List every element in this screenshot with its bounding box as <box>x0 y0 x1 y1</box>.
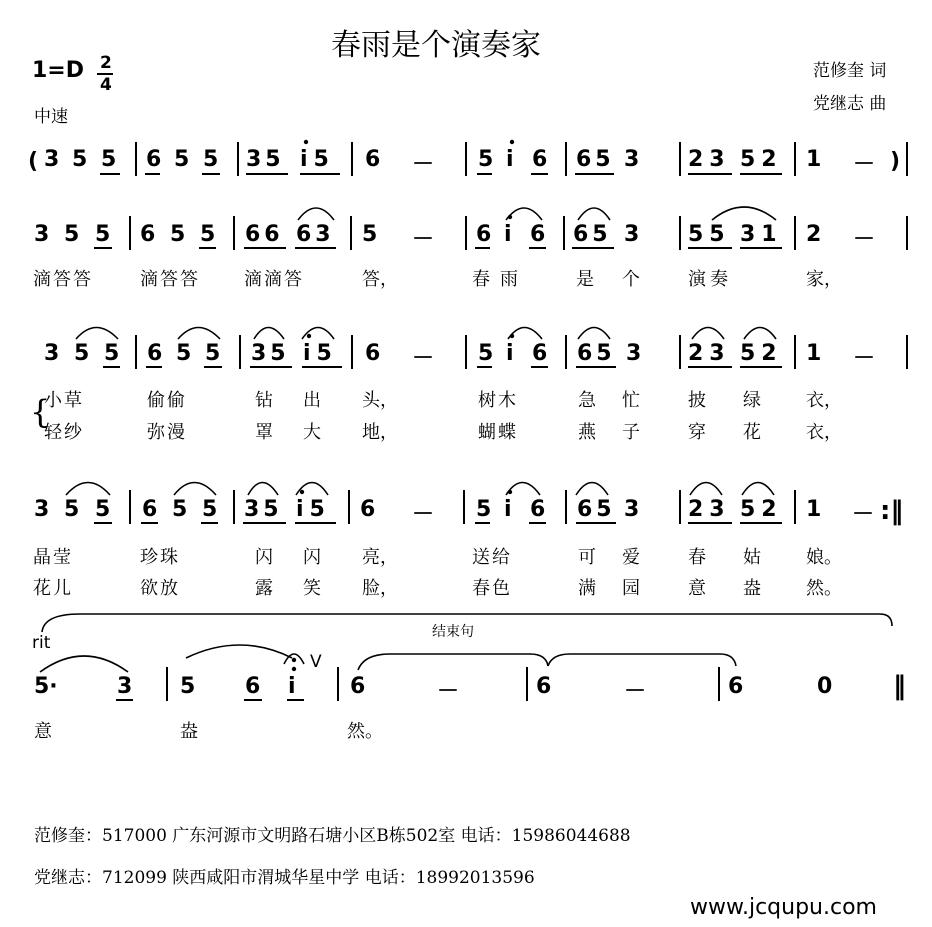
lyric: 园 <box>622 578 640 599</box>
final-barline: ‖ <box>893 671 906 701</box>
note: 3 <box>44 341 60 366</box>
note: 3 <box>44 147 60 172</box>
lyric: 偷偷 <box>147 390 187 411</box>
lyric: 欲放 <box>140 578 180 599</box>
note: 35 <box>246 147 285 172</box>
lyric: 衣， <box>806 390 842 411</box>
slur <box>690 483 722 496</box>
note: 6 <box>140 222 156 247</box>
verse-brace: { <box>30 393 51 431</box>
lyric: 家， <box>806 269 842 290</box>
lyric: 姑 <box>743 547 761 568</box>
lyric: 披 <box>688 390 706 411</box>
note: 52 <box>740 341 783 366</box>
note: 65 <box>577 341 616 366</box>
note: 3 <box>624 222 640 247</box>
note: 31 <box>740 222 783 247</box>
note: 2 <box>806 222 822 247</box>
lyric: 然。 <box>806 578 842 599</box>
lyric: 滴答答 <box>33 269 93 290</box>
note: 6 <box>530 497 546 522</box>
note: i5 <box>303 341 338 366</box>
slur <box>174 483 216 496</box>
note: 3 <box>624 497 640 522</box>
note: － <box>412 346 435 371</box>
lyric: 闪 <box>255 547 273 568</box>
lyric: 娘。 <box>806 547 842 568</box>
note: 6 <box>360 497 376 522</box>
note: － <box>412 227 435 252</box>
lyric: 然。 <box>347 721 383 742</box>
lyric: 晶莹 <box>33 547 73 568</box>
note: 3 <box>34 497 50 522</box>
song-title: 春雨是个演奏家 <box>331 28 541 63</box>
note: 6 <box>245 674 261 699</box>
lyric: 头， <box>362 390 398 411</box>
time-signature-top: 2 <box>100 53 112 73</box>
lyric: 满 <box>578 578 596 599</box>
lyric: 罩 <box>255 422 273 443</box>
lyric: 是 <box>576 269 594 290</box>
slur <box>302 328 334 340</box>
note: 23 <box>688 341 731 366</box>
note: i <box>506 341 514 366</box>
time-signature-bottom: 4 <box>100 75 112 95</box>
note: 23 <box>688 147 731 172</box>
lyric: 珍珠 <box>140 547 180 568</box>
ending-phrase-bracket <box>42 614 892 632</box>
lyricist-credit: 范修奎 词 <box>813 61 887 81</box>
note: － <box>853 227 876 252</box>
ending-label: 结束句 <box>432 624 474 640</box>
rit-marking: rit <box>32 633 51 653</box>
note: 5 <box>64 497 80 522</box>
octave-dot <box>508 490 512 494</box>
note: 5 <box>72 147 88 172</box>
note: 6 <box>530 222 546 247</box>
lyric: 春雨 <box>472 269 528 290</box>
composer-credit: 党继志 曲 <box>813 94 887 114</box>
note: 6 <box>476 222 492 247</box>
lyric: 穿 <box>688 422 706 443</box>
lyric: 盎 <box>743 578 761 599</box>
note: i5 <box>300 147 335 172</box>
note: － <box>624 679 647 704</box>
slur <box>76 328 118 340</box>
lyric: 衣， <box>806 422 842 443</box>
note: 6 <box>146 147 162 172</box>
note: 5 <box>95 222 111 247</box>
note: 3 <box>624 147 640 172</box>
note: － <box>852 502 875 527</box>
octave-dot <box>510 334 514 338</box>
note: 6 <box>365 147 381 172</box>
repeat-end-sign: :‖ <box>880 496 904 526</box>
composer-contact: 党继志：712099 陕西咸阳市渭城华星中学 电话：18992013596 <box>34 868 535 888</box>
note: 5 <box>362 222 378 247</box>
note: 5 <box>180 674 196 699</box>
note: 6 <box>365 341 381 366</box>
slur <box>254 328 284 340</box>
slur <box>692 328 724 340</box>
octave-dot <box>300 490 304 494</box>
note: 6 <box>147 341 163 366</box>
octave-dot <box>304 140 308 144</box>
lyric: 轻纱 <box>44 422 84 443</box>
lyric: 滴滴答 <box>244 269 304 290</box>
lyricist-contact: 范修奎：517000 广东河源市文明路石塘小区B栋502室 电话：15986044688 <box>34 826 631 846</box>
lyric: 蝴蝶 <box>478 422 518 443</box>
lyric: 绿 <box>743 390 761 411</box>
note: 5 <box>176 341 192 366</box>
lyric: 出 <box>303 390 321 411</box>
lyric: 花儿 <box>33 578 73 599</box>
slur <box>186 645 292 658</box>
lyric: 笑 <box>303 578 321 599</box>
note: 5 <box>95 497 111 522</box>
octave-dot <box>508 215 512 219</box>
intro-close-paren: ) <box>890 149 901 174</box>
note: 1 <box>806 147 822 172</box>
note: 23 <box>688 497 731 522</box>
note: 35 <box>244 497 283 522</box>
note: － <box>853 346 876 371</box>
lyric: 露 <box>255 578 273 599</box>
note: － <box>437 679 460 704</box>
lyric: 答， <box>362 269 398 290</box>
lyric: 地， <box>362 422 398 443</box>
lyric: 亮， <box>362 547 398 568</box>
note: 6 <box>142 497 158 522</box>
key-signature: 1=D <box>32 58 85 83</box>
note: 6 <box>728 674 744 699</box>
lyric: 意 <box>34 721 52 742</box>
note: 5 <box>174 147 190 172</box>
note: 65 <box>577 497 616 522</box>
lyric: 滴答答 <box>140 269 200 290</box>
slur <box>178 328 220 340</box>
note: 66 <box>245 222 284 247</box>
note: i <box>504 222 512 247</box>
note: 63 <box>296 222 335 247</box>
website-watermark: www.jcqupu.com <box>690 895 877 920</box>
lyric: 送给 <box>472 547 512 568</box>
note: 5 <box>64 222 80 247</box>
note: i <box>288 674 296 699</box>
note: i <box>504 497 512 522</box>
lyric: 演奏 <box>688 269 732 290</box>
note: 52 <box>740 147 783 172</box>
slur <box>40 656 128 672</box>
note: 3 <box>626 341 642 366</box>
note: 5 <box>478 341 494 366</box>
lyric: 树木 <box>478 390 518 411</box>
note: i5 <box>296 497 331 522</box>
note: 5 <box>205 341 221 366</box>
lyric: 弥漫 <box>147 422 187 443</box>
lyric: 个 <box>622 269 640 290</box>
note: 5 <box>101 147 117 172</box>
note: 55 <box>688 222 731 247</box>
note: 5 <box>74 341 90 366</box>
lyric: 闪 <box>303 547 321 568</box>
note: 5 <box>478 147 494 172</box>
note: 6 <box>350 674 366 699</box>
slur <box>578 208 610 220</box>
octave-dot <box>307 334 311 338</box>
note: 6 <box>532 341 548 366</box>
lyric: 爱 <box>622 547 640 568</box>
note: 65 <box>573 222 612 247</box>
note: 5 <box>170 222 186 247</box>
note: 5 <box>202 497 218 522</box>
note: 35 <box>251 341 290 366</box>
lyric: 盎 <box>180 721 198 742</box>
note: 1 <box>806 497 822 522</box>
lyric: 脸， <box>362 578 398 599</box>
slur <box>298 208 334 220</box>
lyric: 忙 <box>622 390 640 411</box>
fermata-dot <box>292 658 296 662</box>
lyric: 可 <box>578 547 596 568</box>
slur <box>744 328 776 340</box>
lyric: 钻 <box>255 390 273 411</box>
note: 6 <box>532 147 548 172</box>
slur <box>576 483 608 496</box>
slur <box>358 654 548 670</box>
note: 3 <box>117 674 133 699</box>
lyric: 小草 <box>44 390 84 411</box>
lyric: 大 <box>303 422 321 443</box>
tempo-marking: 中速 <box>34 107 68 127</box>
slur <box>712 207 776 220</box>
note: － <box>412 152 435 177</box>
note: 3 <box>34 222 50 247</box>
slur <box>742 483 774 496</box>
slur <box>578 328 610 340</box>
note: 5 <box>203 147 219 172</box>
note: 5· <box>34 674 58 699</box>
lyric: 春 <box>688 547 706 568</box>
lyric: 意 <box>688 578 706 599</box>
note: 0 <box>817 674 833 699</box>
octave-dot <box>292 667 296 671</box>
note: 5 <box>104 341 120 366</box>
note: 65 <box>576 147 615 172</box>
note: － <box>853 152 876 177</box>
breath-mark: V <box>310 652 322 672</box>
note: 52 <box>740 497 783 522</box>
lyric: 花 <box>743 422 761 443</box>
lyric: 春色 <box>472 578 512 599</box>
slur <box>548 654 736 666</box>
lyric: 燕 <box>578 422 596 443</box>
slur <box>66 483 110 496</box>
octave-dot <box>510 140 514 144</box>
note: i <box>506 147 514 172</box>
note: 6 <box>536 674 552 699</box>
lyric: 急 <box>578 390 596 411</box>
note: 1 <box>806 341 822 366</box>
note: － <box>412 502 435 527</box>
lyric: 子 <box>622 422 640 443</box>
slur <box>248 483 278 496</box>
note: 5 <box>200 222 216 247</box>
intro-open-paren: ( <box>28 149 39 174</box>
note: 5 <box>476 497 492 522</box>
note: 5 <box>172 497 188 522</box>
